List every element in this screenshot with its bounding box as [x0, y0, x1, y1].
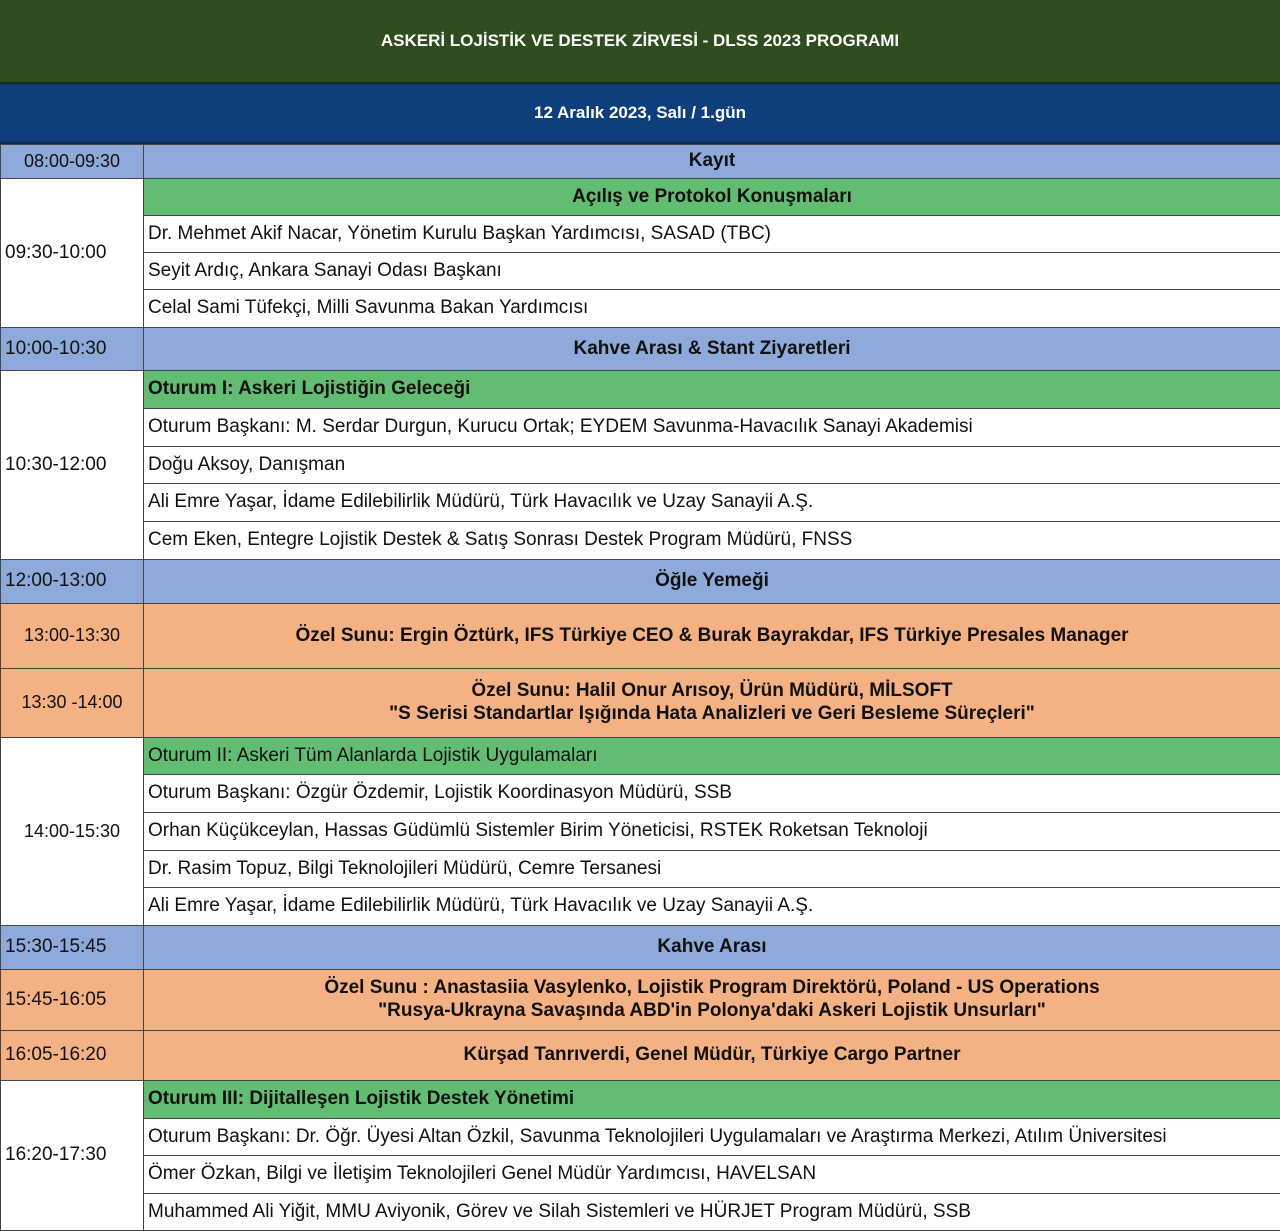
session-cell: Kahve Arası: [144, 926, 1280, 970]
table-row: [1, 1194, 1280, 1231]
session-cell: [144, 970, 1280, 1031]
time-cell: 09:30-10:00: [1, 179, 144, 328]
table-row: [1, 1031, 1280, 1081]
table-row: [1, 1081, 1280, 1119]
table-row: [1, 813, 1280, 851]
table-row: [1, 888, 1280, 926]
speaker-cell: Ali Emre Yaşar, İdame Edilebilirlik Müdürü, Türk Havacılık ve Uzay Sanayii A.Ş.: [144, 484, 1280, 522]
speaker-cell: Dr. Mehmet Akif Nacar, Yönetim Kurulu Başkan Yardımcısı, SASAD (TBC): [144, 216, 1280, 253]
table-row: [1, 1119, 1280, 1156]
speaker-cell: Dr. Rasim Topuz, Bilgi Teknolojileri Müdürü, Cemre Tersanesi: [144, 851, 1280, 888]
session-subtitle: "Rusya-Ukrayna Savaşında ABD'in Polonya'daki Askeri Lojistik Unsurları": [148, 1000, 1276, 1023]
table-row: [1, 328, 1280, 371]
day-header: 12 Aralık 2023, Salı / 1.gün: [0, 84, 1280, 144]
speaker-cell: Celal Sami Tüfekçi, Milli Savunma Bakan Yardımcısı: [144, 290, 1280, 328]
session-heading: Oturum III: Dijitalleşen Lojistik Destek Yönetimi: [144, 1081, 1280, 1119]
table-row: [1, 970, 1280, 1031]
session-title: Özel Sunu : Anastasiia Vasylenko, Lojistik Program Direktörü, Poland - US Operations: [148, 977, 1276, 1000]
speaker-cell: Ali Emre Yaşar, İdame Edilebilirlik Müdürü, Türk Havacılık ve Uzay Sanayii A.Ş.: [144, 888, 1280, 926]
session-heading: Oturum I: Askeri Lojistiğin Geleceği: [144, 371, 1280, 409]
table-row: [1, 1156, 1280, 1194]
speaker-cell: Oturum Başkanı: Dr. Öğr. Üyesi Altan Özkil, Savunma Teknolojileri Uygulamaları ve Araştırma Merkezi, Atılım Üniversitesi: [144, 1119, 1280, 1156]
table-row: [1, 145, 1280, 179]
time-cell: 12:00-13:00: [1, 560, 144, 604]
program-title: ASKERİ LOJİSTİK VE DESTEK ZİRVESİ - DLSS 2023 PROGRAMI: [0, 0, 1280, 84]
table-row: [1, 560, 1280, 604]
session-cell: Öğle Yemeği: [144, 560, 1280, 604]
table-row: [1, 216, 1280, 253]
session-heading: Oturum II: Askeri Tüm Alanlarda Lojistik Uygulamaları: [144, 738, 1280, 775]
time-cell: 13:00-13:30: [1, 604, 144, 669]
speaker-cell: Cem Eken, Entegre Lojistik Destek & Satış Sonrası Destek Program Müdürü, FNSS: [144, 522, 1280, 560]
speaker-cell: Muhammed Ali Yiğit, MMU Aviyonik, Görev ve Silah Sistemleri ve HÜRJET Program Müdürü, SSB: [144, 1194, 1280, 1231]
time-cell: 13:30 -14:00: [1, 669, 144, 738]
table-row: [1, 179, 1280, 216]
session-title: Özel Sunu: Halil Onur Arısoy, Ürün Müdürü, MİLSOFT: [148, 680, 1276, 703]
time-cell: 10:00-10:30: [1, 328, 144, 371]
session-heading: Açılış ve Protokol Konuşmaları: [144, 179, 1280, 216]
time-cell: 14:00-15:30: [1, 738, 144, 926]
table-row: [1, 371, 1280, 409]
session-cell: Kayıt: [144, 145, 1280, 179]
time-cell: 15:45-16:05: [1, 970, 144, 1031]
speaker-cell: Seyit Ardıç, Ankara Sanayi Odası Başkanı: [144, 253, 1280, 290]
schedule-table: [0, 144, 1280, 1231]
speaker-cell: Orhan Küçükceylan, Hassas Güdümlü Sistemler Birim Yöneticisi, RSTEK Roketsan Teknoloji: [144, 813, 1280, 851]
speaker-cell: Ömer Özkan, Bilgi ve İletişim Teknolojileri Genel Müdür Yardımcısı, HAVELSAN: [144, 1156, 1280, 1194]
table-row: [1, 669, 1280, 738]
table-row: [1, 851, 1280, 888]
table-row: [1, 926, 1280, 970]
table-row: [1, 775, 1280, 813]
speaker-cell: Oturum Başkanı: M. Serdar Durgun, Kurucu Ortak; EYDEM Savunma-Havacılık Sanayi Akademisi: [144, 409, 1280, 447]
session-cell: Kahve Arası & Stant Ziyaretleri: [144, 328, 1280, 371]
table-row: [1, 604, 1280, 669]
table-row: [1, 484, 1280, 522]
time-cell: 16:20-17:30: [1, 1081, 144, 1231]
session-subtitle: "S Serisi Standartlar Işığında Hata Analizleri ve Geri Besleme Süreçleri": [148, 703, 1276, 726]
time-cell: 10:30-12:00: [1, 371, 144, 560]
time-cell: 08:00-09:30: [1, 145, 144, 179]
session-cell: Özel Sunu: Ergin Öztürk, IFS Türkiye CEO & Burak Bayrakdar, IFS Türkiye Presales Manager: [144, 604, 1280, 669]
table-row: [1, 290, 1280, 328]
session-cell: [144, 669, 1280, 738]
table-row: [1, 738, 1280, 775]
speaker-cell: Oturum Başkanı: Özgür Özdemir, Lojistik Koordinasyon Müdürü, SSB: [144, 775, 1280, 813]
table-row: [1, 522, 1280, 560]
table-row: [1, 447, 1280, 484]
table-row: [1, 409, 1280, 447]
time-cell: 15:30-15:45: [1, 926, 144, 970]
time-cell: 16:05-16:20: [1, 1031, 144, 1081]
speaker-cell: Doğu Aksoy, Danışman: [144, 447, 1280, 484]
table-row: [1, 253, 1280, 290]
session-cell: Kürşad Tanrıverdi, Genel Müdür, Türkiye Cargo Partner: [144, 1031, 1280, 1081]
